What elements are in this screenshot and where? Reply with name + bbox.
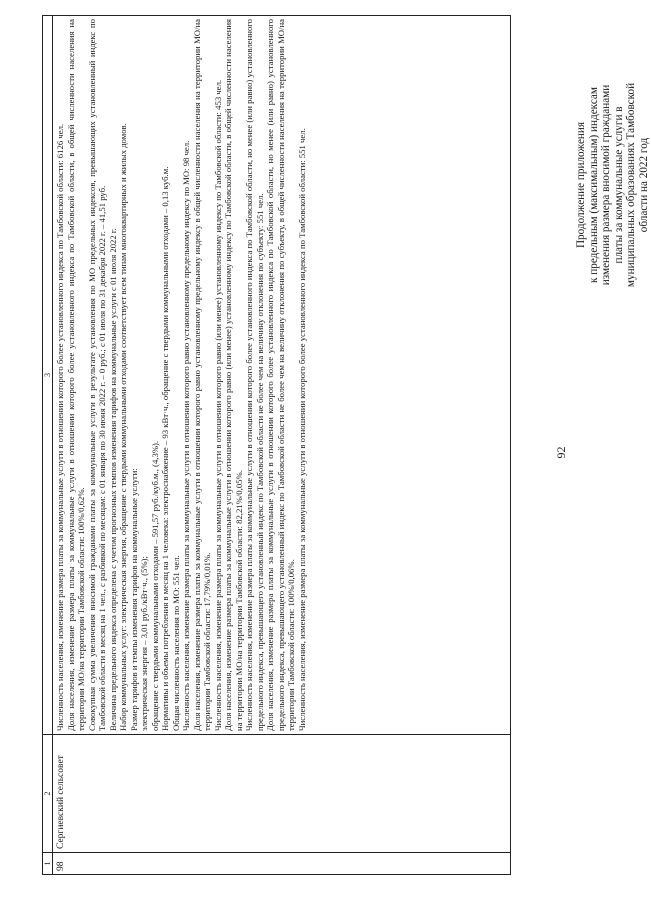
column-header: 2 (43, 735, 53, 853)
paragraph: Величина предельного индекса определена с учетом прогнозных темпов изменения тарифов на коммунальные услуги с 01 июля 2022 г. (107, 228, 118, 731)
paragraph: Численность населения, изменение размера платы за коммунальные услуги в отношении которого более установленного индекса по Тамбовской области: 6126 чел. (55, 123, 65, 731)
paragraph: Набор коммунальных услуг: электрическая энергия, обращение с твердыми коммунальными отходами соответствует всем типам многоквартирных и жилых домов. (118, 123, 128, 731)
heading-line: платы за коммунальные услуги в (612, 106, 625, 264)
municipality-name: Сергиевский сельсовет (53, 735, 511, 853)
paragraph: обращение с твердыми коммунальными отходами – 591,57 руб./куб.м., (4,3%). (149, 440, 160, 731)
column-header: 3 (43, 16, 53, 735)
index-table (42, 15, 511, 875)
paragraph: Доля населения, изменение размера платы за коммунальные услуги в отношении которого более установленного индекса по Тамбовской области, но менее (или равно) установленного предельного индекса, превышающего установленный индекс по Тамбовской области не более чем на величину отклонения по субъекту, в общей численности населения на территории МО/на территории Тамбовской области: 100%/0,06%. (265, 19, 296, 731)
appendix-heading (575, 65, 651, 305)
paragraph: Численность населения, изменение размера платы за коммунальные услуги в отношении которого более установленного индекса по Тамбовской области, но менее (или равно) установленного предельного индекса, превышающего установленный индекс по Тамбовской области не более чем на величину отклонения по субъекту: 551 чел. (244, 19, 265, 731)
column-header-row (43, 16, 53, 875)
paragraph: Совокупная сумма увеличения вносимой гражданами платы за коммунальные услуги в результате установления по МО предельных индексов, превышающих установленный индекс по Тамбовской области в месяц на 1 чел., с разбивкой по месяцам: с 01 января по 30 июня 2022 г. – 0 руб.; с 01 июля по 31 декабря 2022 г. – 41,51 руб. (86, 19, 107, 731)
paragraph: Численность населения, изменение размера платы за коммунальные услуги в отношении которого более установленного индекса по Тамбовской области: 551 чел. (296, 128, 307, 731)
page-number: 92 (554, 446, 568, 459)
table-row (53, 16, 511, 875)
heading-line: изменения размера вносимой гражданами (600, 84, 613, 286)
paragraph: Доля населения, изменение размера платы за коммунальные услуги в отношении которого более установленного индекса по Тамбовской области, в общей численности населения на территории МО/на территории Тамбовской области: 100%/0,62%. (65, 19, 86, 731)
paragraph: Общая численность населения по МО: 551 чел. (170, 555, 181, 731)
heading-line: Продолжение приложения (575, 121, 587, 249)
paragraph: Доля населения, изменение размера платы за коммунальные услуги в отношении которого равно установленному предельному индексу в общей численности населения на территории МО/на территории Тамбовской области: 17,79%/0,01%. (191, 19, 212, 731)
heading-line: области на 2022 год (637, 137, 650, 233)
paragraph: электрическая энергия – 3,01 руб./кВт·ч., (5%); (139, 556, 149, 731)
column-header: 1 (43, 853, 53, 875)
row-number: 98 (53, 853, 511, 875)
paragraph: Численность населения, изменение размера платы за коммунальные услуги в отношении которого равно (или менее) установленному индексу по Тамбовской области: 453 чел. (212, 79, 223, 731)
paragraph: Размер тарифов и темпы изменения тарифов на коммунальные услуги: (128, 468, 139, 731)
paragraph: Нормативы и объемы потребления в месяц на 1 человека: электроснабжение – 93 кВт·ч., обращение с твердыми коммунальными отходами – 0,13 куб.м. (160, 166, 170, 731)
paragraph: Численность населения, изменение размера платы за коммунальные услуги в отношении которого равно установленному предельному индексу по МО: 98 чел. (181, 140, 191, 731)
row-description (53, 16, 511, 735)
heading-line: муниципальных образованиях Тамбовской (625, 82, 638, 288)
paragraph: Доля населения, изменение размера платы за коммунальные услуги в отношении которого равно (или менее) установленному индексу по Тамбовской области, в общей численности населения на территории МО/на территории Тамбовской области: 82,21%/0,05%. (223, 19, 244, 731)
heading-line: к предельным (максимальным) индексам (587, 87, 600, 283)
